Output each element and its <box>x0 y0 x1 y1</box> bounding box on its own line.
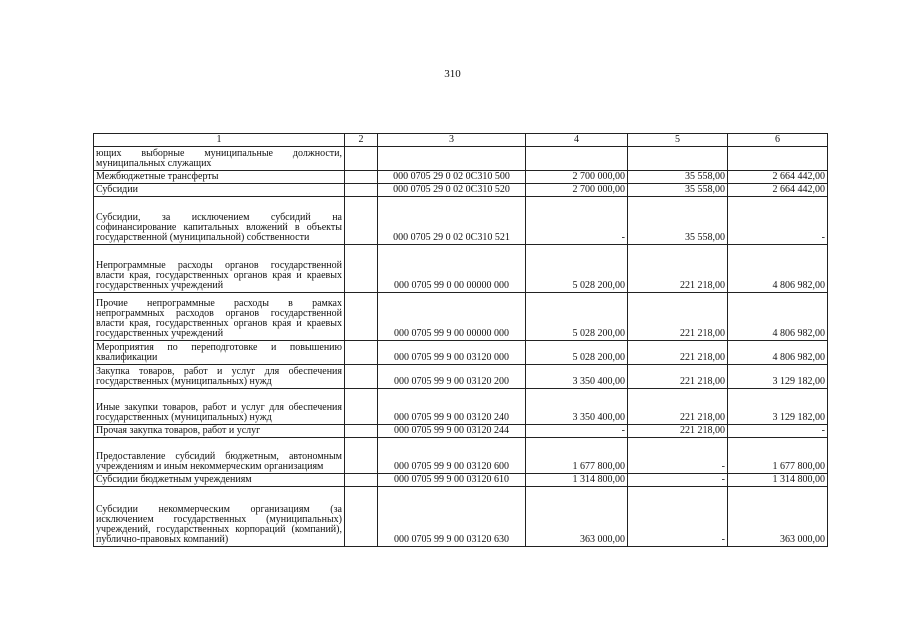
row-value-6: 3 129 182,00 <box>728 389 828 425</box>
row-value-5: 221 218,00 <box>628 293 728 341</box>
table-row <box>94 147 828 171</box>
row-code: 000 0705 99 9 00 00000 000 <box>378 293 526 341</box>
row-col2 <box>345 341 378 365</box>
row-value-4: 3 350 400,00 <box>526 365 628 389</box>
row-value-5: 35 558,00 <box>628 184 728 197</box>
table-row <box>94 474 828 487</box>
row-value-4: 1 677 800,00 <box>526 438 628 474</box>
header-cell-3: 3 <box>378 134 526 147</box>
header-cell-4: 4 <box>526 134 628 147</box>
row-value-5: - <box>628 487 728 547</box>
row-code: 000 0705 29 0 02 0С310 500 <box>378 171 526 184</box>
table-row <box>94 171 828 184</box>
row-code: 000 0705 29 0 02 0С310 520 <box>378 184 526 197</box>
row-code: 000 0705 99 9 00 03120 244 <box>378 425 526 438</box>
row-name: Закупка товаров, работ и услуг для обеспечения государственных (муниципальных) нужд <box>94 365 345 389</box>
row-value-5: 221 218,00 <box>628 425 728 438</box>
row-name: Субсидии <box>94 184 345 197</box>
row-name: Прочие непрограммные расходы в рамках непрограммных расходов органов государственной власти края, государственных органов края и краевых государственных учреждений <box>94 293 345 341</box>
table-row <box>94 389 828 425</box>
row-col2 <box>345 293 378 341</box>
row-col2 <box>345 425 378 438</box>
row-code: 000 0705 99 9 00 03120 200 <box>378 365 526 389</box>
row-value-5: - <box>628 438 728 474</box>
row-value-5: 35 558,00 <box>628 197 728 245</box>
row-name: Предоставление субсидий бюджетным, автономным учреждениям и иным некоммерческим организациям <box>94 438 345 474</box>
row-name: Прочая закупка товаров, работ и услуг <box>94 425 345 438</box>
row-name: Субсидии, за исключением субсидий на софинансирование капитальных вложений в объекты государственной (муниципальной) собственности <box>94 197 345 245</box>
row-code: 000 0705 29 0 02 0С310 521 <box>378 197 526 245</box>
row-value-6: 4 806 982,00 <box>728 245 828 293</box>
row-name: Субсидии некоммерческим организациям (за исключением государственных (муниципальных) учреждений, государственных корпораций (компаний), публично-правовых компаний) <box>94 487 345 547</box>
row-value-4: 3 350 400,00 <box>526 389 628 425</box>
row-col2 <box>345 245 378 293</box>
row-col2 <box>345 487 378 547</box>
row-value-4: 2 700 000,00 <box>526 184 628 197</box>
row-value-5: 35 558,00 <box>628 171 728 184</box>
row-name: Иные закупки товаров, работ и услуг для обеспечения государственных (муниципальных) нужд <box>94 389 345 425</box>
header-cell-6: 6 <box>728 134 828 147</box>
row-value-6 <box>728 147 828 171</box>
row-code <box>378 147 526 171</box>
table-row <box>94 365 828 389</box>
header-cell-1: 1 <box>94 134 345 147</box>
row-value-4: 5 028 200,00 <box>526 245 628 293</box>
row-value-6: - <box>728 425 828 438</box>
budget-table <box>93 133 828 547</box>
row-value-6: 3 129 182,00 <box>728 365 828 389</box>
row-col2 <box>345 474 378 487</box>
row-col2 <box>345 147 378 171</box>
row-value-6: 1 314 800,00 <box>728 474 828 487</box>
table-row <box>94 197 828 245</box>
row-value-4: - <box>526 197 628 245</box>
row-value-4: 2 700 000,00 <box>526 171 628 184</box>
row-value-4: - <box>526 425 628 438</box>
table-row <box>94 487 828 547</box>
row-name: Непрограммные расходы органов государственной власти края, государственных органов края и краевых государственных учреждений <box>94 245 345 293</box>
row-value-4: 363 000,00 <box>526 487 628 547</box>
row-col2 <box>345 438 378 474</box>
row-value-6: 4 806 982,00 <box>728 341 828 365</box>
header-cell-5: 5 <box>628 134 728 147</box>
row-value-5: 221 218,00 <box>628 341 728 365</box>
row-value-4 <box>526 147 628 171</box>
table-row <box>94 438 828 474</box>
row-code: 000 0705 99 9 00 03120 240 <box>378 389 526 425</box>
table-row <box>94 425 828 438</box>
row-value-5 <box>628 147 728 171</box>
row-code: 000 0705 99 9 00 03120 600 <box>378 438 526 474</box>
row-code: 000 0705 99 9 00 03120 610 <box>378 474 526 487</box>
row-value-6: 4 806 982,00 <box>728 293 828 341</box>
header-row <box>94 134 828 147</box>
table-row <box>94 341 828 365</box>
row-code: 000 0705 99 0 00 00000 000 <box>378 245 526 293</box>
row-name: Мероприятия по переподготовке и повышению квалификации <box>94 341 345 365</box>
row-name: Субсидии бюджетным учреждениям <box>94 474 345 487</box>
row-code: 000 0705 99 9 00 03120 630 <box>378 487 526 547</box>
row-value-6: 2 664 442,00 <box>728 171 828 184</box>
row-col2 <box>345 197 378 245</box>
row-name: Межбюджетные трансферты <box>94 171 345 184</box>
row-value-4: 5 028 200,00 <box>526 341 628 365</box>
row-value-4: 5 028 200,00 <box>526 293 628 341</box>
row-value-5: - <box>628 474 728 487</box>
row-value-6: 2 664 442,00 <box>728 184 828 197</box>
row-value-5: 221 218,00 <box>628 245 728 293</box>
row-col2 <box>345 365 378 389</box>
row-col2 <box>345 184 378 197</box>
table-row <box>94 245 828 293</box>
row-name: ющих выборные муниципальные должности, муниципальных служащих <box>94 147 345 171</box>
row-value-6: - <box>728 197 828 245</box>
row-value-5: 221 218,00 <box>628 365 728 389</box>
table-row <box>94 184 828 197</box>
row-value-6: 363 000,00 <box>728 487 828 547</box>
header-cell-2: 2 <box>345 134 378 147</box>
table-row <box>94 293 828 341</box>
row-col2 <box>345 171 378 184</box>
page-number: 310 <box>444 68 461 80</box>
row-col2 <box>345 389 378 425</box>
row-code: 000 0705 99 9 00 03120 000 <box>378 341 526 365</box>
row-value-5: 221 218,00 <box>628 389 728 425</box>
row-value-4: 1 314 800,00 <box>526 474 628 487</box>
row-value-6: 1 677 800,00 <box>728 438 828 474</box>
